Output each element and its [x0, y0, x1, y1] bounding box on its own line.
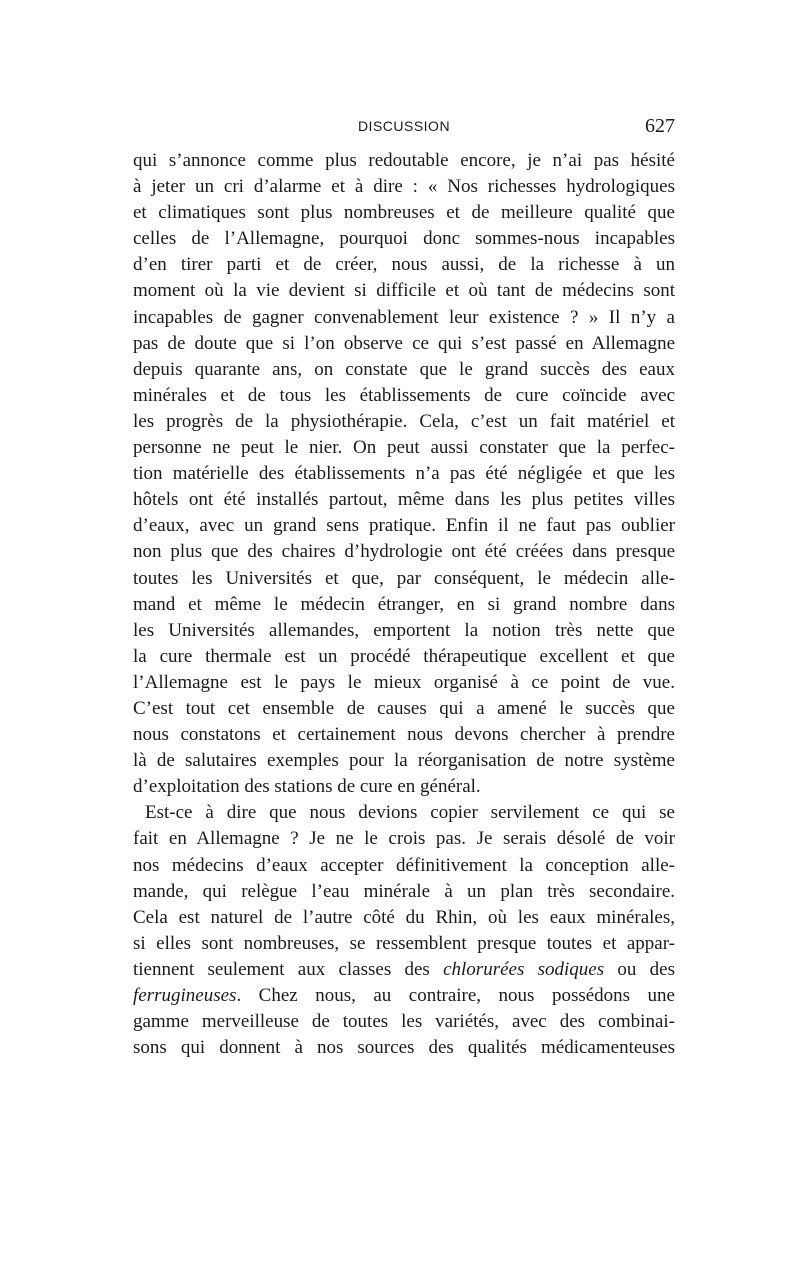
- text-segment: moment où la vie devient si difficile et où tant de médecins sont: [133, 280, 675, 302]
- text-segment: et climatiques sont plus nombreuses et de meilleure qualité que: [133, 202, 675, 224]
- text-segment: nous constatons et certainement nous devons chercher à prendre: [133, 724, 675, 746]
- text-segment: incapables de gagner convenablement leur existence ? » Il n’y a: [133, 306, 675, 328]
- text-segment: d’en tirer parti et de créer, nous aussi, de la richesse à un: [133, 254, 675, 276]
- text-line: [133, 696, 675, 722]
- italic-term: ferrugineuses: [133, 985, 237, 1006]
- text-line: [133, 305, 675, 331]
- text-line: [133, 800, 675, 826]
- text-segment: depuis quarante ans, on constate que le grand succès des eaux: [133, 358, 675, 380]
- text-segment: pas de doute que si l’on observe ce qui s’est passé en Allemagne: [133, 332, 675, 354]
- text-line: [133, 879, 675, 905]
- text-line: [133, 357, 675, 383]
- text-line: [133, 200, 675, 226]
- text-segment: . Chez nous, au contraire, nous possédons une: [236, 985, 675, 1006]
- text-line: [133, 148, 675, 174]
- text-line: [133, 748, 675, 774]
- text-line: [133, 618, 675, 644]
- text-segment: fait en Allemagne ? Je ne le crois pas. Je serais désolé de voir: [133, 828, 675, 850]
- text-line: [133, 931, 675, 957]
- text-segment: gamme merveilleuse de toutes les variétés, avec des combinai-: [133, 1011, 675, 1033]
- text-segment: tiennent seulement aux classes des: [133, 958, 444, 980]
- text-line: [133, 983, 675, 1009]
- text-segment: ou des: [604, 958, 675, 980]
- text-segment: à jeter un cri d’alarme et à dire : « Nos richesses hydrologiques: [133, 176, 675, 198]
- text-line: [133, 539, 675, 565]
- text-segment: les Universités allemandes, emportent la notion très nette que: [133, 619, 675, 641]
- text-line: [133, 331, 675, 357]
- text-line: [133, 592, 675, 618]
- text-segment: d’eaux, avec un grand sens pratique. Enfin il ne faut pas oublier: [133, 515, 675, 537]
- text-segment: l’Allemagne est le pays le mieux organisé à ce point de vue.: [133, 671, 675, 693]
- text-line: [133, 957, 675, 983]
- text-line: [133, 513, 675, 539]
- text-segment: qui s’annonce comme plus redoutable encore, je n’ai pas hésité: [133, 150, 675, 171]
- page-header: [133, 114, 675, 138]
- text-segment: Est-ce à dire que nous devions copier servilement ce qui se: [145, 802, 675, 824]
- text-segment: non plus que des chaires d’hydrologie ont été créées dans presque: [133, 541, 675, 563]
- text-line: [133, 461, 675, 487]
- text-segment: mand et même le médecin étranger, en si grand nombre dans: [133, 593, 675, 615]
- text-line: [133, 226, 675, 252]
- text-line: [133, 826, 675, 852]
- text-segment: toutes les Universités et que, par conséquent, le médecin alle-: [133, 567, 675, 589]
- text-segment: sons qui donnent à nos sources des qualités médicamenteuses: [133, 1037, 675, 1059]
- text-line: [133, 487, 675, 513]
- text-segment: minérales et de tous les établissements de cure coïncide avec: [133, 384, 675, 406]
- body-text: [133, 148, 675, 1061]
- text-line: [133, 174, 675, 200]
- text-line: [133, 644, 675, 670]
- text-line: [133, 722, 675, 748]
- text-line: [133, 566, 675, 592]
- text-line: [133, 853, 675, 879]
- text-line: [133, 435, 675, 461]
- text-segment: nos médecins d’eaux accepter définitivement la conception alle-: [133, 854, 675, 876]
- text-segment: C’est tout cet ensemble de causes qui a amené le succès que: [133, 697, 675, 719]
- text-segment: hôtels ont été installés partout, même dans les plus petites villes: [133, 489, 675, 511]
- text-segment: celles de l’Allemagne, pourquoi donc sommes-nous incapables: [133, 228, 675, 250]
- text-segment: là de salutaires exemples pour la réorganisation de notre système: [133, 750, 675, 772]
- text-segment: la cure thermale est un procédé thérapeutique excellent et que: [133, 645, 675, 667]
- text-segment: Cela est naturel de l’autre côté du Rhin, où les eaux minérales,: [133, 906, 675, 928]
- text-line: [133, 252, 675, 278]
- text-line: [133, 774, 675, 800]
- text-segment: les progrès de la physiothérapie. Cela, c’est un fait matériel et: [133, 410, 675, 432]
- text-line: [133, 905, 675, 931]
- text-segment: d’exploitation des stations de cure en général.: [133, 776, 481, 798]
- running-head: DISCUSSION: [357, 118, 451, 134]
- text-segment: personne ne peut le nier. On peut aussi constater que la perfec-: [133, 437, 675, 459]
- text-line: [133, 1009, 675, 1035]
- text-line: [133, 278, 675, 304]
- text-line: [133, 383, 675, 409]
- text-segment: si elles sont nombreuses, se ressemblent presque toutes et appar-: [133, 932, 675, 954]
- text-segment: mande, qui relègue l’eau minérale à un plan très secondaire.: [133, 880, 675, 902]
- italic-term: chlorurées sodiques: [443, 958, 605, 980]
- text-line: [133, 409, 675, 435]
- page-number: 627: [645, 115, 675, 137]
- text-segment: tion matérielle des établissements n’a pas été négligée et que les: [133, 463, 675, 485]
- text-line: [133, 670, 675, 696]
- text-line: [133, 1035, 675, 1061]
